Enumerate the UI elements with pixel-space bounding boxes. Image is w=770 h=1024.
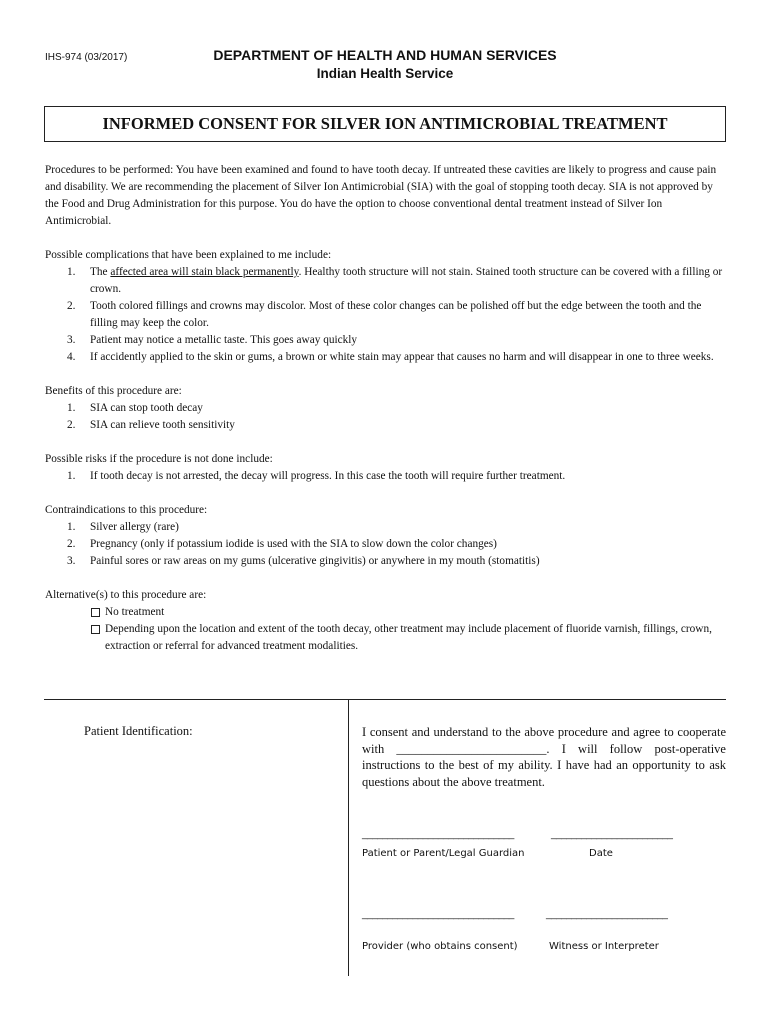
patient-identification-label: Patient Identification: <box>84 724 193 738</box>
patient-signature-label: Patient or Parent/Legal Guardian <box>362 848 525 859</box>
complications-section <box>45 247 725 366</box>
list-text: The <box>90 266 111 278</box>
form-body <box>45 162 725 655</box>
benefits-section <box>45 383 725 434</box>
list-text: Pregnancy (only if potassium iodide is used with the SIA to slow down the color changes) <box>90 538 497 550</box>
list-item <box>45 536 725 553</box>
list-text: . Healthy tooth structure will not stain. Stained tooth structure can be covered with a filling or crown. <box>90 266 723 295</box>
consent-statement: I consent and understand to the above procedure and agree to cooperate with ________________________. I will follow post-operative instructions to the best of my ability. I have had an opportunity to ask questions about the above treatment. <box>362 725 726 789</box>
risks-heading: Possible risks if the procedure is not done include: <box>45 453 273 465</box>
risks-section <box>45 451 725 485</box>
list-number: 2. <box>67 538 76 550</box>
list-number: 4. <box>67 351 76 363</box>
list-item <box>45 349 725 366</box>
form-title: INFORMED CONSENT FOR SILVER ION ANTIMICROBIAL TREATMENT <box>102 114 668 133</box>
list-text: Patient may notice a metallic taste. This goes away quickly <box>90 334 358 346</box>
provider-signature-line[interactable]: ______________________________ <box>362 909 514 920</box>
list-text: SIA can stop tooth decay <box>90 402 203 414</box>
list-text: If tooth decay is not arrested, the decay will progress. In this case the tooth will require further treatment. <box>90 470 566 482</box>
list-text: If accidently applied to the skin or gums, a brown or white stain may appear that causes no harm and will disappear in one to three weeks. <box>90 351 714 363</box>
list-item <box>45 553 725 570</box>
list-number: 1. <box>67 266 76 278</box>
list-text: SIA can relieve tooth sensitivity <box>90 419 235 431</box>
date-label: Date <box>589 848 613 859</box>
agency-heading: Indian Health Service <box>316 66 454 81</box>
list-number: 3. <box>67 555 76 567</box>
list-text: Tooth colored fillings and crowns may discolor. Most of these color changes can be polished off but the edge between the tooth and the filling may keep the color. <box>90 300 702 329</box>
underlined-warning: affected area will stain black permanently <box>110 266 299 278</box>
list-number: 3. <box>67 334 76 346</box>
form-id: IHS-974 (03/2017) <box>45 52 128 63</box>
checkbox[interactable] <box>91 608 100 617</box>
section-divider <box>44 699 726 700</box>
alternatives-section <box>45 587 725 655</box>
list-number: 1. <box>67 521 76 533</box>
list-item <box>45 298 725 332</box>
list-number: 2. <box>67 300 76 312</box>
list-number: 1. <box>67 470 76 482</box>
witness-signature-line[interactable]: ________________________ <box>546 909 668 920</box>
list-item <box>45 519 725 536</box>
list-text: Silver allergy (rare) <box>90 521 179 533</box>
list-item <box>45 468 725 485</box>
list-item <box>45 400 725 417</box>
alternatives-heading: Alternative(s) to this procedure are: <box>45 589 207 601</box>
contraindications-heading: Contraindications to this procedure: <box>45 504 208 516</box>
patient-date-line[interactable]: ________________________ <box>551 829 673 840</box>
provider-signature-label: Provider (who obtains consent) <box>362 941 518 952</box>
procedures-paragraph: Procedures to be performed: You have been examined and found to have tooth decay. If untreated these cavities are likely to progress and cause pain and disability. We are recommending the placement of Silver Ion Antimicrobial (SIA) with the goal of stopping tooth decay. SIA is not approved by the Food and Drug Administration for this purpose. You do have the option to choose conventional dental treatment instead of Silver Ion Antimicrobial. <box>45 164 717 227</box>
complications-heading: Possible complications that have been explained to me include: <box>45 249 332 261</box>
department-heading: DEPARTMENT OF HEALTH AND HUMAN SERVICES <box>213 47 557 63</box>
list-item <box>45 332 725 349</box>
column-divider <box>348 699 349 976</box>
list-item <box>45 264 725 298</box>
alternative-text: No treatment <box>105 606 165 618</box>
list-number: 1. <box>67 402 76 414</box>
patient-signature-line[interactable]: ______________________________ <box>362 829 514 840</box>
benefits-heading: Benefits of this procedure are: <box>45 385 182 397</box>
witness-label: Witness or Interpreter <box>549 941 659 952</box>
contraindications-section <box>45 502 725 570</box>
checkbox[interactable] <box>91 625 100 634</box>
alternative-option[interactable] <box>45 604 725 621</box>
alternative-option[interactable] <box>45 621 725 655</box>
list-number: 2. <box>67 419 76 431</box>
form-title-box <box>44 106 726 142</box>
list-item <box>45 417 725 434</box>
alternative-text: Depending upon the location and extent of the tooth decay, other treatment may include placement of fluoride varnish, fillings, crown, extraction or referral for advanced treatment modalities. <box>105 623 712 652</box>
list-text: Painful sores or raw areas on my gums (ulcerative gingivitis) or anywhere in my mouth (stomatitis) <box>90 555 540 567</box>
